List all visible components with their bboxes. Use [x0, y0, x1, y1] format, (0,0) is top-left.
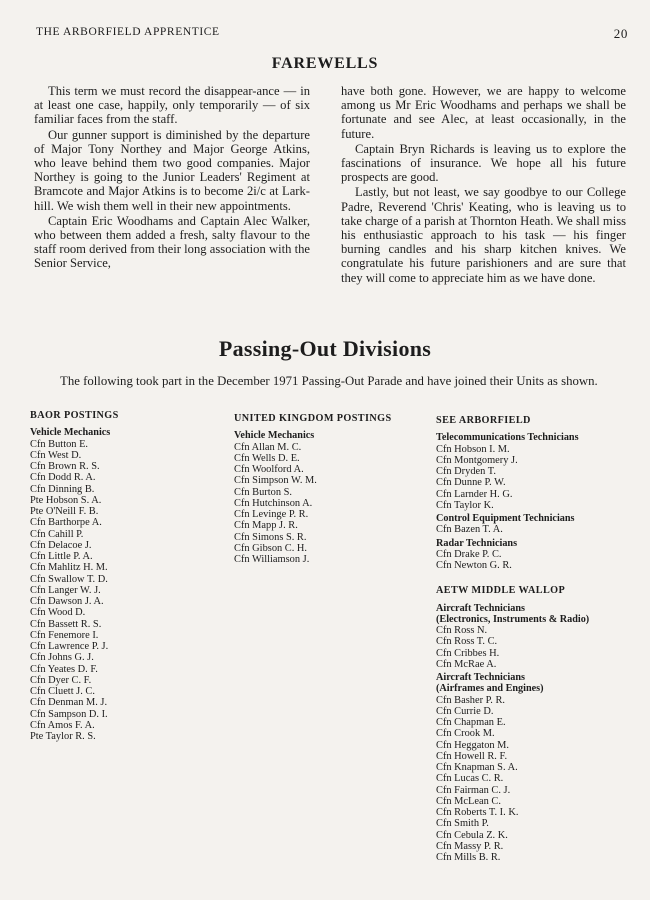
block-spacer: [436, 571, 589, 585]
posting-name: Cfn West D.: [30, 449, 82, 461]
posting-name: Cfn Gibson C. H.: [234, 542, 308, 554]
posting-name: Cfn Simons S. R.: [234, 531, 307, 543]
posting-heading: AETW MIDDLE WALLOP: [436, 585, 566, 597]
posting-name: Cfn Johns G. J.: [30, 652, 94, 664]
posting-name: Cfn Sampson D. I.: [30, 708, 108, 720]
passing-out-heading: Passing-Out Divisions: [218, 336, 432, 361]
farewells-right-column: [341, 84, 626, 285]
posting-name: Cfn Hobson I. M.: [436, 443, 510, 455]
posting-name: Cfn Chapman E.: [436, 717, 506, 728]
posting-name: Cfn Howell R. F.: [436, 750, 508, 762]
posting-name: Cfn Delacoe J.: [30, 539, 92, 551]
farewells-heading: FAREWELLS: [271, 55, 379, 72]
posting-name: Cfn Cahill P.: [30, 528, 84, 540]
posting-name: Cfn Dawson J. A.: [30, 596, 104, 607]
farewells-paragraph: Lastly, but not least, we say goodbye to our College Padre, Reverend 'Chris' Keating, who is leaving us to take charge of a parish at Thornton Heath. We shall miss his enthusiastic approach to his task — his finger burning candles and his sharp kitchen knives. We congratulate his future parishioners and are sure that they will come to appreciate him as we have done.: [341, 185, 626, 285]
posting-name: Cfn Lawrence P. J.: [30, 641, 109, 652]
farewells-paragraph: This term we must record the disappear-ance — in at least one case, happily, only temporarily — of six familiar faces from the staff.: [34, 84, 310, 127]
posting-name: Pte O'Neill F. B.: [30, 506, 99, 517]
posting-name: Cfn Denman M. J.: [30, 697, 108, 709]
posting-name: Cfn Burton S.: [234, 486, 293, 498]
posting-name: Cfn Ross T. C.: [436, 636, 498, 648]
posting-name: Cfn McLean C.: [436, 795, 501, 807]
page-number: 20: [613, 26, 628, 41]
posting-name: Cfn Dyer C. F.: [30, 674, 92, 686]
farewells-paragraph: Captain Bryn Richards is leaving us to explore the fascinations of insurance. We hope all his future prospects are good.: [341, 141, 626, 185]
posting-name: Cfn Massy P. R.: [436, 840, 504, 852]
posting-name: Cfn Mahlitz H. M.: [30, 562, 108, 574]
posting-name: Cfn Barthorpe A.: [30, 517, 102, 529]
posting-name: Cfn Smith P.: [436, 818, 489, 830]
trade-subheading: Vehicle Mechanics: [30, 427, 111, 439]
posting-name: Cfn Dunne P. W.: [436, 477, 506, 489]
running-header: [36, 26, 628, 41]
postings-column-arborfield: [436, 415, 589, 863]
posting-name: Cfn Cribbes H.: [436, 647, 500, 659]
trade-subheading: Radar Technicians: [436, 537, 518, 549]
posting-name: Cfn Yeates D. F.: [30, 663, 98, 675]
trade-subheading: Vehicle Mechanics: [234, 430, 315, 442]
posting-name: Cfn Roberts T. I. K.: [436, 807, 519, 818]
posting-name: Cfn Currie D.: [436, 705, 494, 717]
posting-name: Cfn Amos F. A.: [30, 719, 95, 731]
posting-name: Cfn Bassett R. S.: [30, 618, 102, 630]
posting-name: Cfn Fenemore I.: [30, 629, 99, 641]
trade-subheading: Telecommunications Technicians: [436, 432, 579, 444]
postings-column-baor: [30, 410, 119, 742]
posting-name: Cfn Larnder H. G.: [436, 488, 513, 500]
posting-name: Cfn Woolford A.: [234, 464, 304, 475]
trade-subheading: (Electronics, Instruments & Radio): [436, 613, 590, 625]
posting-name: Cfn Heggaton M.: [436, 739, 510, 751]
posting-name: Pte Hobson S. A.: [30, 494, 102, 506]
farewells-paragraph: Captain Eric Woodhams and Captain Alec Walker, who between them added a fresh, salty flavour to the staff room derived from their long association with the Senior Service,: [34, 213, 310, 271]
posting-name: Cfn Wood D.: [30, 607, 86, 619]
farewells-paragraph-continued: have both gone. However, we are happy to welcome among us Mr Eric Woodhams and perhaps we shall be fortunate and see Alec, at least occasionally, in the future.: [341, 84, 626, 141]
posting-name: Cfn Dinning B.: [30, 483, 95, 495]
posting-name: Cfn Newton G. R.: [436, 560, 512, 571]
posting-name: Cfn Levinge P. R.: [234, 509, 309, 520]
posting-name: Cfn Fairman C. J.: [436, 784, 511, 796]
trade-subheading: (Airframes and Engines): [436, 683, 544, 695]
posting-name: Cfn Cluett J. C.: [30, 686, 95, 697]
passing-out-intro: The following took part in the December 1971 Passing-Out Parade and have joined their Units as shown.: [60, 374, 598, 388]
posting-name: Cfn Simpson W. M.: [234, 475, 317, 487]
posting-name: Cfn Langer W. J.: [30, 584, 101, 596]
trade-subheading: Aircraft Technicians: [436, 602, 525, 614]
posting-name: Cfn Hutchinson A.: [234, 497, 313, 509]
posting-name: Cfn Button E.: [30, 438, 89, 450]
posting-name: Cfn Lucas C. R.: [436, 773, 504, 785]
trade-subheading: Aircraft Technicians: [436, 672, 525, 683]
posting-name: Cfn McRae A.: [436, 658, 497, 670]
posting-heading: UNITED KINGDOM POSTINGS: [234, 413, 392, 424]
posting-name: Cfn Mills B. R.: [436, 852, 501, 863]
running-title: THE ARBORFIELD APPRENTICE: [36, 26, 220, 38]
posting-name: Cfn Dryden T.: [436, 466, 496, 477]
posting-name: Cfn Ross N.: [436, 625, 488, 636]
posting-name: Cfn Mapp J. R.: [234, 520, 298, 532]
posting-name: Cfn Allan M. C.: [234, 441, 302, 453]
posting-name: Cfn Cebula Z. K.: [436, 829, 508, 841]
posting-name: Cfn Drake P. C.: [436, 548, 502, 560]
posting-name: Cfn Dodd R. A.: [30, 472, 96, 484]
farewells-left-column: [34, 84, 310, 271]
posting-name: Cfn Crook M.: [436, 728, 495, 740]
posting-name: Cfn Basher P. R.: [436, 694, 505, 706]
posting-heading: SEE ARBORFIELD: [436, 415, 531, 426]
posting-name: Cfn Wells D. E.: [234, 452, 300, 464]
postings-column-uk: [234, 413, 392, 565]
posting-name: Pte Taylor R. S.: [30, 731, 96, 742]
posting-name: Cfn Taylor K.: [436, 499, 494, 511]
posting-name: Cfn Knapman S. A.: [436, 762, 518, 773]
posting-heading: BAOR POSTINGS: [30, 410, 119, 421]
posting-name: Cfn Brown R. S.: [30, 461, 100, 472]
posting-name: Cfn Bazen T. A.: [436, 524, 503, 536]
posting-name: Cfn Montgomery J.: [436, 454, 518, 466]
posting-name: Cfn Swallow T. D.: [30, 573, 108, 585]
farewells-paragraph: Our gunner support is diminished by the departure of Major Tony Northey and Major George Atkins, who leave behind them two good companies. Major Northey is going to the Junior Leaders' Regiment at Bramcote and Major Atkins is to become 2i/c at Lark-hill. We wish them well in their new appointments.: [34, 127, 310, 213]
trade-subheading: Control Equipment Technicians: [436, 513, 575, 524]
posting-name: Cfn Williamson J.: [234, 554, 310, 565]
posting-name: Cfn Little P. A.: [30, 551, 93, 562]
